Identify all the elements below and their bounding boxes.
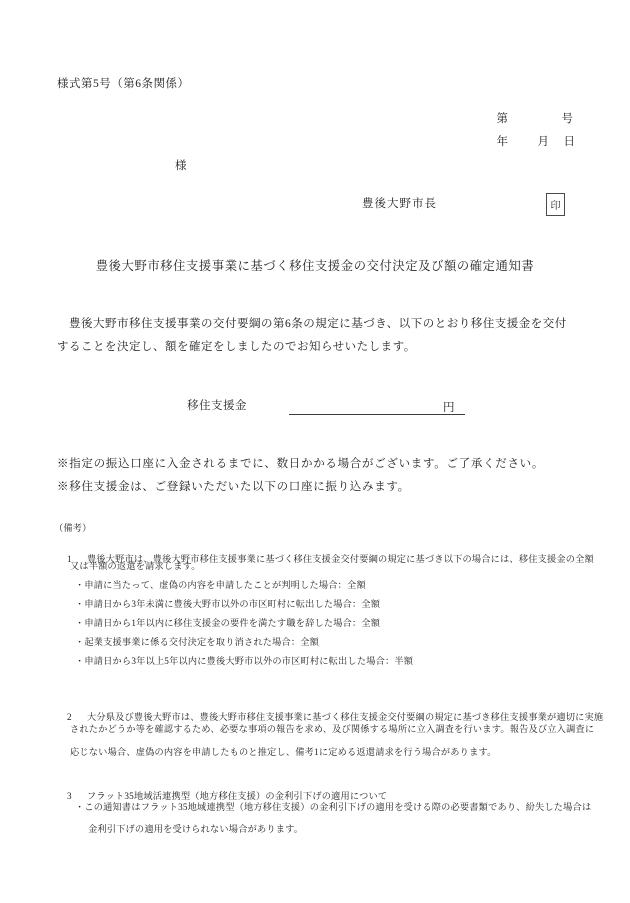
body-line-1: 豊後大野市移住支援事業の交付要綱の第6条の規定に基づき、以下のとおり移住支援金を交付 bbox=[57, 318, 567, 330]
grant-label: 移住支援金 bbox=[187, 400, 247, 412]
grant-amount-blank bbox=[289, 399, 465, 415]
document-title: 豊後大野市移住支援事業に基づく移住支援金の交付決定及び額の確定通知書 bbox=[95, 259, 535, 273]
seal-box bbox=[546, 193, 565, 216]
form-label: 様式第5号（第6条関係） bbox=[57, 78, 190, 90]
remark-1-bullet-2: ・申請日から3年未満に豊後大野市以外の市区町村に転出した場合：全額 bbox=[75, 599, 381, 609]
remark-1-text-1: 豊後大野市は、豊後大野市移住支援事業に基づく移住支援金交付要綱の規定に基づき以下の場合には、移住支援金の全額 bbox=[87, 554, 594, 565]
remark-2-number: 2 bbox=[67, 712, 72, 723]
addressee-label: 様 bbox=[175, 160, 187, 172]
remark-2-line-3: 応じない場合、虚偽の内容を申請したものと推定し、備考1に定める返還請求を行う場合があります。 bbox=[70, 747, 497, 757]
date-line bbox=[483, 122, 576, 163]
date-month-label: 月 bbox=[537, 135, 550, 148]
seal-label: 印 bbox=[550, 201, 561, 212]
remark-1-number: 1 bbox=[67, 554, 72, 565]
remark-3-number: 3 bbox=[67, 791, 72, 802]
body-line-2: することを決定し、額を確定をしましたのでお知らせいたします。 bbox=[57, 341, 416, 353]
date-day-label: 日 bbox=[563, 135, 576, 148]
remarks-heading: （備考） bbox=[54, 523, 92, 533]
remark-2-line-2: されたかどうか等を確認するため、必要な事項の報告を求め、及び関係する場所に立入調査を行います。報告及び立入調査に bbox=[70, 724, 595, 734]
remark-2-text-1: 大分県及び豊後大野市は、豊後大野市移住支援事業に基づく移住支援金交付要綱の規定に基づき移住支援事業が適切に実施 bbox=[87, 712, 604, 723]
remark-1-bullet-4: ・起業支援事業に係る交付決定を取り消された場合：全額 bbox=[75, 637, 320, 647]
remark-1-bullet-1: ・申請に当たって、虚偽の内容を申請したことが判明した場合：全額 bbox=[75, 580, 366, 590]
note-line-1: ※指定の振込口座に入金されるまでに、数日かかる場合がございます。ご了承ください。 bbox=[57, 458, 545, 470]
note-line-2: ※移住支援金は、ご登録いただいた以下の口座に振り込みます。 bbox=[57, 481, 410, 493]
remark-1-bullet-5: ・申請日から3年以上5年以内に豊後大野市以外の市区町村に転出した場合：半額 bbox=[75, 656, 414, 666]
grant-unit: 円 bbox=[443, 402, 455, 414]
date-year-label: 年 bbox=[496, 135, 509, 148]
sender-title: 豊後大野市長 bbox=[362, 198, 437, 210]
doc-number-suffix: 号 bbox=[561, 112, 574, 125]
remark-3-heading: フラット35地域活連携型（地方移住支援）の金利引下げの適用について bbox=[87, 791, 388, 802]
doc-number-prefix: 第 bbox=[496, 112, 509, 125]
remark-1-line-2: 又は半額の返還を請求します。 bbox=[70, 561, 201, 571]
remark-1-bullet-3: ・申請日から1年以内に移住支援金の要件を満たす職を辞した場合：全額 bbox=[75, 618, 381, 628]
remark-3-bullet-line-2: 金利引下げの適用を受けられない場合があります。 bbox=[88, 824, 304, 834]
remark-3-bullet-line-1: ・この通知書はフラット35地域連携型（地方移住支援）の金利引下げの適用を受ける際の必要書類であり、紛失した場合は bbox=[75, 802, 592, 812]
